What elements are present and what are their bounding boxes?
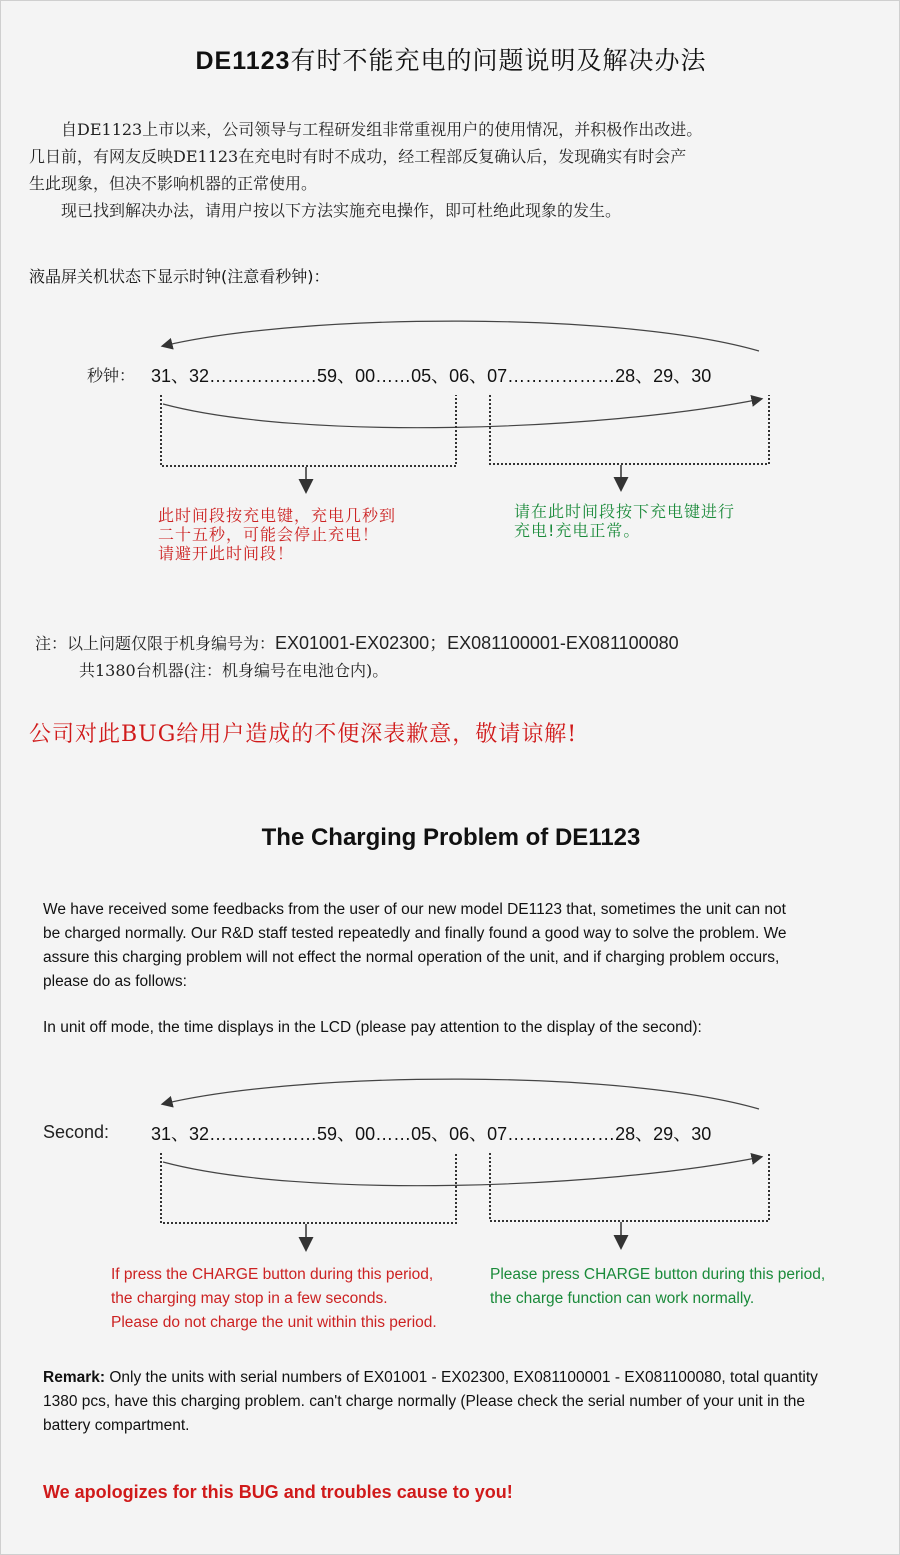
cn-para-line: 现已找到解决办法，请用户按以下方法实施充电操作，即可杜绝此现象的发生。 <box>29 201 622 220</box>
en-green-note <box>490 1263 825 1311</box>
cn-title <box>1 41 900 77</box>
cn-second-label: 秒钟： <box>87 366 136 385</box>
cycle-arrow-icon <box>163 1079 759 1109</box>
cn-cycle-diagram <box>1 301 900 501</box>
cn-para-line: 几日前，有网友反映DE1123在充电时有时不成功，经工程部反复确认后，发现确实有时会产 <box>29 147 687 166</box>
cn-para-line: 生此现象，但决不影响机器的正常使用。 <box>29 174 318 193</box>
en-para-line: assure this charging problem will not effect the normal operation of the unit, and if charging problem occurs, <box>43 949 780 966</box>
cn-lcd-label: 液晶屏关机状态下显示时钟(注意看秒钟)： <box>29 267 330 286</box>
cn-seconds-sequence: 31、32………………59、00……05、06、07………………28、29、30 <box>151 366 712 386</box>
en-green-note-line: the charge function can work normally. <box>490 1290 755 1307</box>
en-remark <box>43 1366 873 1438</box>
cn-title-model: DE1123 <box>195 47 291 75</box>
cn-title-rest: 有时不能充电的问题说明及解决办法 <box>290 46 707 75</box>
en-remark-line <box>43 1366 873 1390</box>
en-red-note-line: the charging may stop in a few seconds. <box>111 1290 388 1307</box>
en-lcd-line: In unit off mode, the time displays in the LCD (please pay attention to the display of the second): <box>43 1019 702 1036</box>
cn-paragraph <box>29 116 889 224</box>
cycle-arrow-icon <box>163 321 759 351</box>
en-para-line: please do as follows: <box>43 973 187 990</box>
cn-para-line: 自DE1123上市以来，公司领导与工程研发组非常重视用户的使用情况，并积极作出改进。 <box>29 120 703 139</box>
en-seconds-sequence: 31、32………………59、00……05、06、07………………28、29、30 <box>151 1124 712 1144</box>
en-green-note-line: Please press CHARGE button during this period, <box>490 1266 826 1283</box>
cn-red-note-line: 此时间段按充电键，充电几秒到 <box>158 506 397 525</box>
en-red-note-line: Please do not charge the unit within this period. <box>111 1314 437 1331</box>
en-red-note <box>111 1263 437 1335</box>
en-apology: We apologizes for this BUG and troubles cause to you! <box>43 1482 513 1502</box>
en-remark-line: 1380 pcs, have this charging problem. can't charge normally (Please check the serial number of your unit in the <box>43 1393 806 1410</box>
cn-green-note-line: 充电!充电正常。 <box>514 521 641 540</box>
en-title: The Charging Problem of DE1123 <box>261 824 641 851</box>
cn-serial-note <box>35 629 679 655</box>
en-paragraph <box>43 898 873 994</box>
cn-red-note-line: 请避开此时间段！ <box>158 544 295 563</box>
cn-note-serials: EX01001-EX02300；EX081100001-EX081100080 <box>275 633 679 653</box>
en-remark-text: Only the units with serial numbers of EX01001 - EX02300, EX081100001 - EX081100080, total quantity <box>105 1369 818 1386</box>
en-para-line: We have received some feedbacks from the user of our new model DE1123 that, sometimes the unit can not <box>43 901 786 918</box>
cn-red-note-line: 二十五秒，可能会停止充电！ <box>158 525 380 544</box>
en-remark-label: Remark: <box>43 1369 106 1386</box>
en-red-note-line: If press the CHARGE button during this period, <box>111 1266 434 1283</box>
cn-note-prefix: 注：以上问题仅限于机身编号为： <box>35 634 276 653</box>
en-second-label: Second: <box>43 1122 110 1142</box>
cn-green-note-line: 请在此时间段按下充电键进行 <box>514 502 736 521</box>
cycle-arrow-icon <box>163 1157 761 1186</box>
en-para-line: be charged normally. Our R&D staff tested repeatedly and finally found a good way to solve the problem. We <box>43 925 787 942</box>
en-period-brackets <box>161 1153 769 1223</box>
en-cycle-diagram <box>1 1059 900 1259</box>
cn-period-brackets <box>161 395 769 466</box>
cn-green-note <box>514 502 735 540</box>
cn-apology: 公司对此BUG给用户造成的不便深表歉意，敬请谅解! <box>29 722 578 747</box>
en-remark-line: battery compartment. <box>43 1417 190 1434</box>
cn-note-line2: 共1380台机器(注：机身编号在电池仓内)。 <box>79 661 389 680</box>
cn-red-note <box>158 506 396 563</box>
cycle-arrow-icon <box>163 399 761 428</box>
